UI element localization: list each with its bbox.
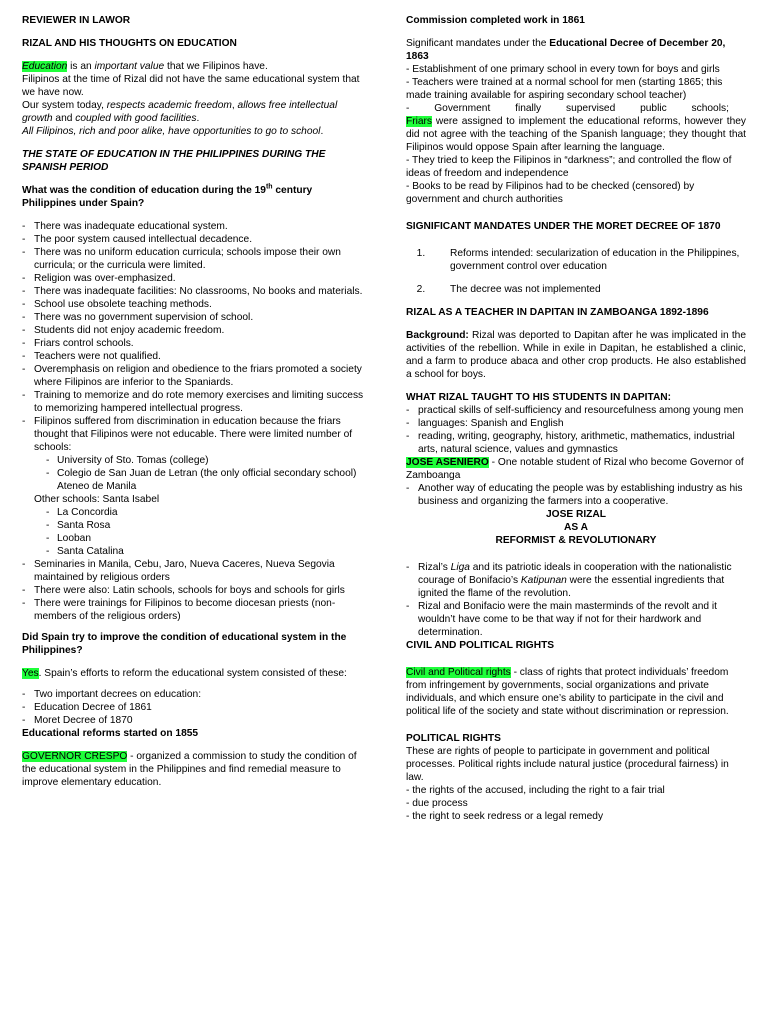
list-item: 1. Reforms intended: secularization of education in the Philippines, government control over education	[428, 247, 746, 273]
list-item: - Rizal’s Liga and its patriotic ideals in cooperation with the nationalistic courage of Bonifacio’s Katipunan were the essential ingredients that ignited the flame of the revolution.	[406, 561, 746, 600]
list-item: - Education Decree of 1861	[22, 701, 366, 714]
decrees-list	[22, 688, 366, 727]
taught-list	[406, 404, 746, 456]
reformist-list	[406, 561, 746, 639]
section-heading: POLITICAL RIGHTS	[406, 733, 501, 744]
section-heading: RIZAL AND HIS THOUGHTS ON EDUCATION	[22, 38, 237, 49]
highlight: Yes	[22, 668, 39, 679]
right-column	[406, 14, 746, 823]
intro-line: Filipinos at the time of Rizal did not have the same educational system that we have now.	[22, 74, 360, 98]
section-heading: SIGNIFICANT MANDATES UNDER THE MORET DECREE OF 1870	[406, 221, 721, 232]
list-item: - Two important decrees on education:	[22, 688, 366, 701]
answer-paragraph: Yes. Spain’s efforts to reform the educational system consisted of these:	[22, 668, 347, 679]
list-item: - Training to memorize and do rote memory exercises and limiting success to memorizing hampered intellectual progress.	[22, 389, 366, 415]
intro-line: Our system today, respects academic freedom, allows free intellectual growth and coupled with good facilities.	[22, 100, 338, 124]
list-item: - The poor system caused intellectual decadence.	[22, 233, 366, 246]
list-item: - There were also: Latin schools, schools for boys and schools for girls	[22, 584, 366, 597]
list-item: - Colegio de San Juan de Letran (the only official secondary school) Ateneo de Manila	[46, 467, 366, 493]
intro-paragraph: Education is an important value that we Filipinos have.	[22, 61, 268, 72]
list-item: - There was no government supervision of school.	[22, 311, 366, 324]
question: What was the condition of education during the 19th century Philippines under Spain?	[22, 183, 313, 209]
list-item: 2. The decree was not implemented	[428, 283, 746, 296]
list-item: - Looban	[46, 532, 366, 545]
intro-line: All Filipinos, rich and poor alike, have opportunities to go to school.	[22, 126, 324, 137]
list-item: - There was inadequate educational system.	[22, 220, 366, 233]
schools-list	[34, 454, 366, 493]
background-paragraph: Background: Rizal was deported to Dapitan after he was implicated in the activities of the rebellion. While in exile in Dapitan, he established a clinic, and a farm to produce abaca and other crop products. He also established a school for boys.	[406, 330, 746, 380]
section-heading: THE STATE OF EDUCATION IN THE PHILIPPINES DURING THE SPANISH PERIOD	[22, 149, 326, 173]
section-heading: CIVIL AND POLITICAL RIGHTS	[406, 640, 555, 651]
list-item: - University of Sto. Tomas (college)	[46, 454, 366, 467]
political-line: - the rights of the accused, including the right to a fair trial	[406, 785, 665, 796]
political-line: - due process	[406, 798, 468, 809]
aseniero-paragraph: JOSE ASENIERO - One notable student of Rizal who become Governor of Zamboanga	[406, 457, 744, 481]
list-item: - languages: Spanish and English	[406, 417, 746, 430]
political-paragraph: These are rights of people to participate in government and political processes. Political rights include natural justice (procedural fairness) in law.	[406, 746, 729, 783]
section-heading: Educational reforms started on 1855	[22, 728, 199, 739]
aseniero-list	[406, 482, 746, 508]
crespo-paragraph: GOVERNOR CRESPO - organized a commission to study the condition of the educational system in the Philippines and find remedial measure to improve elementary education.	[22, 751, 357, 788]
question: Did Spain try to improve the condition of educational system in the Philippines?	[22, 632, 347, 656]
civil-paragraph: Civil and Political rights - class of rights that protect individuals’ freedom from infringement by governments, social organizations and private individuals, and which ensure one’s ability to participate in the civil and political life of the society and state without discrimination or repression.	[406, 667, 729, 717]
other-schools-label: Other schools: Santa Isabel	[34, 494, 160, 505]
list-item: - Seminaries in Manila, Cebu, Jaro, Nueva Caceres, Nueva Segovia maintained by religious orders	[22, 558, 366, 584]
mandates-heading: Significant mandates under the Educational Decree of December 20, 1863	[406, 38, 726, 62]
list-item: - Students did not enjoy academic freedom.	[22, 324, 366, 337]
section-heading: Commission completed work in 1861	[406, 15, 585, 26]
list-item: - Santa Rosa	[46, 519, 366, 532]
list-item: - School use obsolete teaching methods.	[22, 298, 366, 311]
conditions-list	[22, 220, 366, 623]
highlight: Friars	[406, 116, 433, 127]
mandate-line: - Government finally supervised public schools;	[406, 103, 729, 114]
list-item: - There was no uniform education curricula; schools impose their own curricula; or the curricula were limited.	[22, 246, 366, 272]
list-item: - La Concordia	[46, 506, 366, 519]
list-item: - Moret Decree of 1870	[22, 714, 366, 727]
list-item: - practical skills of self-sufficiency and resourcefulness among young men	[406, 404, 746, 417]
section-title: JOSE RIZAL AS A REFORMIST & REVOLUTIONARY	[495, 509, 657, 546]
mandate-line: - Teachers were trained at a normal school for men (starting 1865; this made training available for aspiring secondary school teacher)	[406, 77, 723, 101]
moret-list	[406, 247, 746, 296]
highlight: GOVERNOR CRESPO	[22, 751, 128, 762]
list-item: - There were trainings for Filipinos to become diocesan priests (non-members of the religious orders)	[22, 597, 366, 623]
mandate-line: Friars were assigned to implement the educational reforms, however they did not agree with the teaching of the Spanish language; they thought that Filipinos would oppose Spain after learning the language.	[406, 116, 746, 153]
section-heading: WHAT RIZAL TAUGHT TO HIS STUDENTS IN DAPITAN:	[406, 392, 672, 403]
list-item: - Another way of educating the people was by establishing industry as his business and organizing the farmers into a cooperative.	[406, 482, 746, 508]
left-column	[22, 14, 366, 789]
section-heading: RIZAL AS A TEACHER IN DAPITAN IN ZAMBOANGA 1892-1896	[406, 307, 709, 318]
list-item: - Overemphasis on religion and obedience to the friars promoted a society where Filipinos are inferior to the Spaniards.	[22, 363, 366, 389]
mandate-line: - Books to be read by Filipinos had to be checked (censored) by government and church authorities	[406, 181, 695, 205]
highlight: Education	[22, 61, 68, 72]
list-item: - Filipinos suffered from discrimination in education because the friars thought that Filipinos were not educable. There were limited number of schools: - University of Sto. Tomas (college) - Colegio de San Juan de Letran (the only official secondary school) Ateneo de Manila Other schools: Santa Isabel - La Concordia - Santa Rosa - Looban - Santa Catalina	[22, 415, 366, 558]
highlight: JOSE ASENIERO	[406, 457, 489, 468]
list-item: - Rizal and Bonifacio were the main masterminds of the revolt and it wouldn’t have come to be that way if not for their hardwork and determination.	[406, 600, 746, 639]
other-schools-list	[34, 506, 366, 558]
highlight: Civil and Political rights	[406, 667, 511, 678]
document-title: REVIEWER IN LAWOR	[22, 15, 131, 26]
mandate-line: - They tried to keep the Filipinos in “darkness”; and controlled the flow of ideas of freedom and independence	[406, 155, 732, 179]
list-item: - There was inadequate facilities: No classrooms, No books and materials.	[22, 285, 366, 298]
mandate-line: - Establishment of one primary school in every town for boys and girls	[406, 64, 720, 75]
list-item: - Santa Catalina	[46, 545, 366, 558]
political-line: - the right to seek redress or a legal remedy	[406, 811, 604, 822]
list-item: - Friars control schools.	[22, 337, 366, 350]
list-item: - reading, writing, geography, history, arithmetic, mathematics, industrial arts, natural science, values and gymnastics	[406, 430, 746, 456]
list-item: - Teachers were not qualified.	[22, 350, 366, 363]
list-item: - Religion was over-emphasized.	[22, 272, 366, 285]
